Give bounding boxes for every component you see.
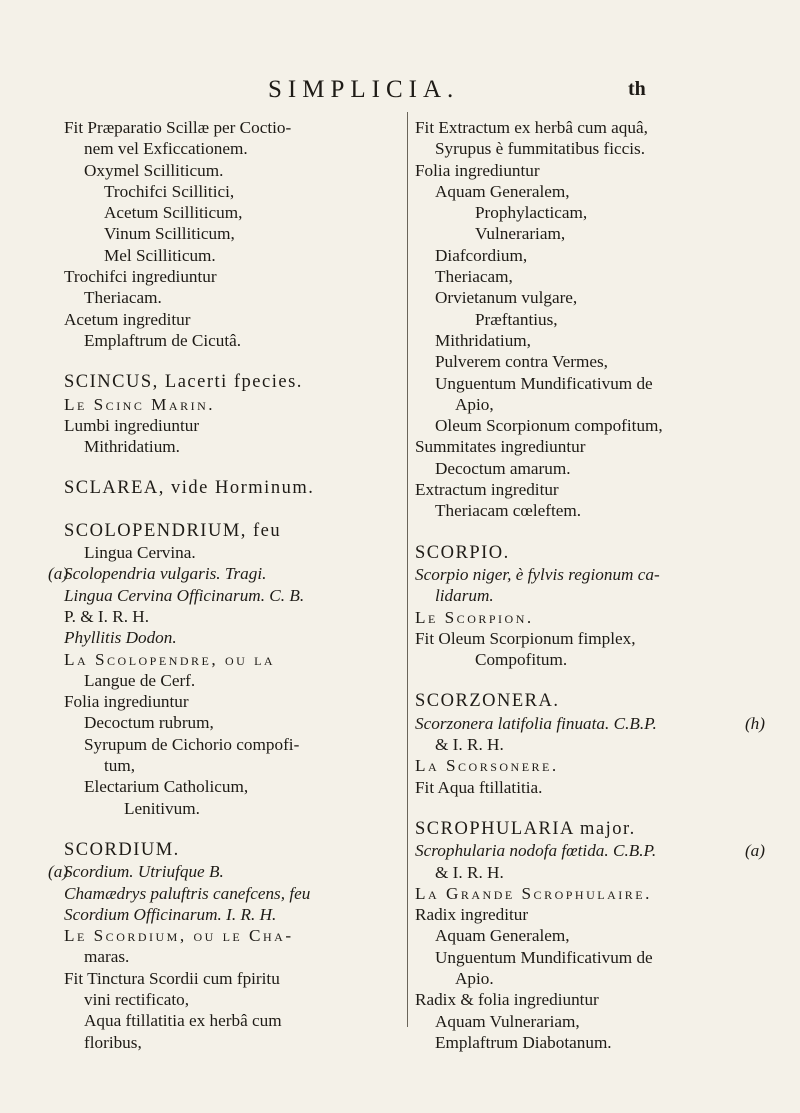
text-line: vini rectificato, (84, 989, 189, 1009)
text-line: Diafcordium, (435, 245, 528, 265)
text-line: Emplaftrum de Cicutâ. (84, 330, 242, 350)
text-line: Emplaftrum Diabotanum. (435, 1032, 612, 1052)
text-line: nem vel Exficcationem. (84, 139, 248, 159)
entry-scorpio (415, 543, 745, 671)
text-line: Compofitum. (475, 650, 568, 670)
text-line: Apio. (455, 968, 494, 988)
text-line: Pulverem contra Vermes, (435, 352, 608, 372)
entry-scolopendrium (48, 520, 402, 819)
text-line: Langue de Cerf. (84, 670, 196, 690)
text-line: Acetum Scilliticum, (104, 203, 243, 223)
text-line: Scorzonera latifolia finuata. C.B.P. (415, 713, 657, 733)
french-name: La Scorsonere. (415, 756, 559, 776)
text-line: Mithridatium, (435, 330, 531, 350)
french-name: Le Scordium, ou le Cha- (64, 926, 294, 946)
entry-scorzonera (415, 691, 765, 797)
entry-sclarea (64, 478, 402, 499)
text-line: Aquam Generalem, (435, 926, 570, 946)
entry-scrophularia (415, 818, 765, 1053)
text-line: Extractum ingreditur (415, 480, 559, 500)
text-line: Vulnerariam, (475, 224, 566, 244)
entry-scilla-continued (64, 117, 402, 351)
text-line: Præftantius, (475, 309, 558, 329)
text-line: Radix ingreditur (415, 905, 529, 925)
text-line: Lenitivum. (124, 798, 200, 818)
text-line: Oxymel Scilliticum. (84, 160, 224, 180)
text-line: Aquam Vulnerariam, (435, 1011, 580, 1031)
footnote-mark: (a) (744, 841, 765, 861)
column-divider (407, 112, 408, 1027)
text-line: Lingua Cervina Officinarum. C. B. (64, 585, 305, 605)
text-line: & I. R. H. (435, 862, 504, 882)
entry-heading: SCROPHULARIA major. (415, 818, 636, 839)
french-name: Le Scorpion. (415, 607, 534, 627)
text-line: Fit Extractum ex herbâ cum aquâ, (415, 118, 648, 137)
catchword: th (628, 78, 646, 100)
running-header (0, 76, 800, 110)
text-line: Syrupum de Cichorio compofi- (84, 734, 300, 754)
text-line: Fit Tinctura Scordii cum fpiritu (64, 968, 280, 988)
text-line: Mithridatium. (84, 437, 180, 457)
text-line: Unguentum Mundificativum de (435, 373, 653, 393)
text-line: Folia ingrediuntur (415, 160, 540, 180)
text-line: Summitates ingrediuntur (415, 437, 586, 457)
entry-heading: SCORZONERA. (415, 691, 560, 712)
entry-heading: SCORPIO. (415, 542, 510, 563)
french-name: La Grande Scrophulaire. (415, 883, 652, 903)
footnote-mark: (h) (744, 713, 765, 733)
footnote-mark: (a) (48, 564, 69, 584)
text-line: Decoctum amarum. (435, 458, 571, 478)
text-line: & I. R. H. (435, 735, 504, 755)
french-name: La Scolopendre, ou la (64, 649, 276, 669)
text-line: Fit Oleum Scorpionum fimplex, (415, 628, 636, 648)
text-line: Lingua Cervina. (84, 543, 196, 563)
entry-scincus (64, 372, 402, 457)
entry-scilla-continued-right (415, 117, 745, 522)
text-line: Trochifci Scillitici, (104, 181, 235, 201)
text-line: Folia ingrediuntur (64, 692, 189, 712)
entry-scordium (48, 839, 402, 1053)
text-line: Aqua ftillatitia ex herbâ cum (84, 1011, 282, 1031)
text-line: Oleum Scorpionum compofitum, (435, 416, 663, 436)
entry-heading: SCINCUS, Lacerti fpecies. (64, 372, 303, 393)
text-line: Scordium. Utriufque B. (64, 862, 224, 882)
text-line: Aquam Generalem, (435, 181, 570, 201)
text-line: maras. (84, 947, 130, 967)
text-line: Unguentum Mundificativum de (435, 947, 653, 967)
text-line: Mel Scilliticum. (104, 245, 216, 265)
text-line: Syrupus è fummitatibus ficcis. (435, 139, 646, 159)
text-line: Scolopendria vulgaris. Tragi. (64, 564, 267, 584)
text-line: Lumbi ingrediuntur (64, 415, 200, 435)
text-line: Decoctum rubrum, (84, 713, 214, 733)
text-line: floribus, (84, 1032, 142, 1052)
text-line: Scordium Officinarum. I. R. H. (64, 904, 277, 924)
text-line: Vinum Scilliticum, (104, 224, 235, 244)
entry-heading: SCLAREA, vide Horminum. (64, 478, 315, 499)
text-line: Electarium Catholicum, (84, 777, 249, 797)
text-line: P. & I. R. H. (64, 606, 149, 626)
entry-heading: SCOLOPENDRIUM, feu (64, 520, 282, 541)
text-line: Prophylacticam, (475, 203, 588, 223)
text-line: Radix & folia ingrediuntur (415, 990, 599, 1010)
page-title: SIMPLICIA. (268, 76, 460, 103)
text-line: Theriacam cœleftem. (435, 501, 582, 521)
french-name: Le Scinc Marin. (64, 394, 216, 414)
text-line: Theriacam. (84, 288, 162, 308)
text-line: Theriacam, (435, 267, 513, 287)
text-line: Scrophularia nodofa fœtida. C.B.P. (415, 841, 657, 861)
text-line: Fit Aqua ftillatitia. (415, 777, 543, 797)
text-line: Chamædrys paluftris canefcens, feu (64, 883, 311, 903)
text-line: Fit Præparatio Scillæ per Coctio- (64, 118, 292, 137)
left-column (48, 117, 402, 1053)
text-line: Acetum ingreditur (64, 309, 191, 329)
text-line: Apio, (455, 394, 494, 414)
right-column (415, 117, 765, 1053)
text-line: Trochifci ingrediuntur (64, 267, 217, 287)
text-line: lidarum. (435, 586, 494, 606)
entry-heading: SCORDIUM. (64, 839, 180, 860)
footnote-mark: (a) (48, 862, 69, 882)
text-line: Scorpio niger, è fylvis regionum ca- (415, 564, 660, 584)
text-line: Orvietanum vulgare, (435, 288, 578, 308)
text-line: Phyllitis Dodon. (64, 628, 177, 648)
text-line: tum, (104, 756, 136, 776)
